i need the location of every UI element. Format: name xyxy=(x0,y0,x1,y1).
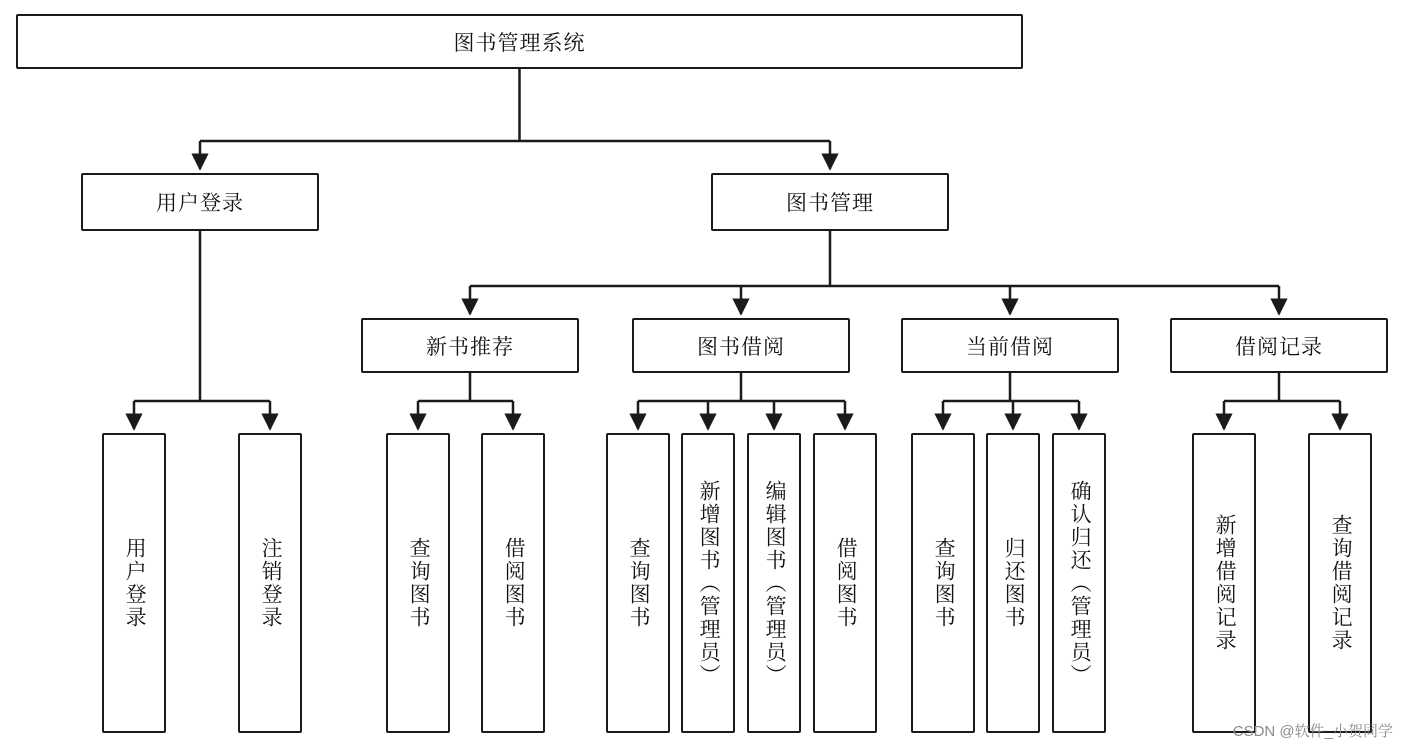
node-b1 xyxy=(481,433,545,733)
node-label: 借阅记录 xyxy=(1235,335,1323,359)
node-label: 图书借阅 xyxy=(697,335,785,359)
node-label: 查询图书 xyxy=(627,537,651,629)
csdn-watermark: CSDN @软件_小贺同学 xyxy=(1232,723,1393,740)
node-label: 编辑图书（管理员） xyxy=(763,479,787,687)
node-borrow xyxy=(632,318,850,373)
node-label: 当前借阅 xyxy=(966,335,1054,359)
node-label: 注销登录 xyxy=(259,537,283,629)
node-record xyxy=(1170,318,1388,373)
node-userlogin xyxy=(102,433,166,733)
node-userlogout xyxy=(238,433,302,733)
node-label: 确认归还（管理员） xyxy=(1068,479,1092,687)
node-label: 查询图书 xyxy=(932,537,956,629)
node-label: 图书管理 xyxy=(786,192,874,215)
node-q1 xyxy=(386,433,450,733)
node-label: 用户登录 xyxy=(123,537,147,629)
node-label: 新书推荐 xyxy=(426,335,514,359)
node-confirm xyxy=(1052,433,1106,733)
node-label: 用户登录 xyxy=(156,192,244,215)
node-b2 xyxy=(813,433,877,733)
node-label: 归还图书 xyxy=(1002,537,1026,629)
node-label: 借阅图书 xyxy=(834,537,858,629)
node-label: 新增图书（管理员） xyxy=(697,479,721,687)
node-label: 借阅图书 xyxy=(502,537,526,629)
node-ret xyxy=(986,433,1040,733)
node-addrec xyxy=(1192,433,1256,733)
node-label: 查询图书 xyxy=(407,537,431,629)
node-q2 xyxy=(606,433,670,733)
node-label: 查询借阅记录 xyxy=(1329,514,1353,652)
node-root xyxy=(16,14,1023,69)
node-qrec xyxy=(1308,433,1372,733)
node-newbook xyxy=(361,318,579,373)
node-q3 xyxy=(911,433,975,733)
node-bookmgmt xyxy=(711,173,949,231)
node-add xyxy=(681,433,735,733)
node-login xyxy=(81,173,319,231)
node-label: 图书管理系统 xyxy=(453,31,586,55)
node-current xyxy=(901,318,1119,373)
node-edit xyxy=(747,433,801,733)
node-label: 新增借阅记录 xyxy=(1213,514,1237,652)
